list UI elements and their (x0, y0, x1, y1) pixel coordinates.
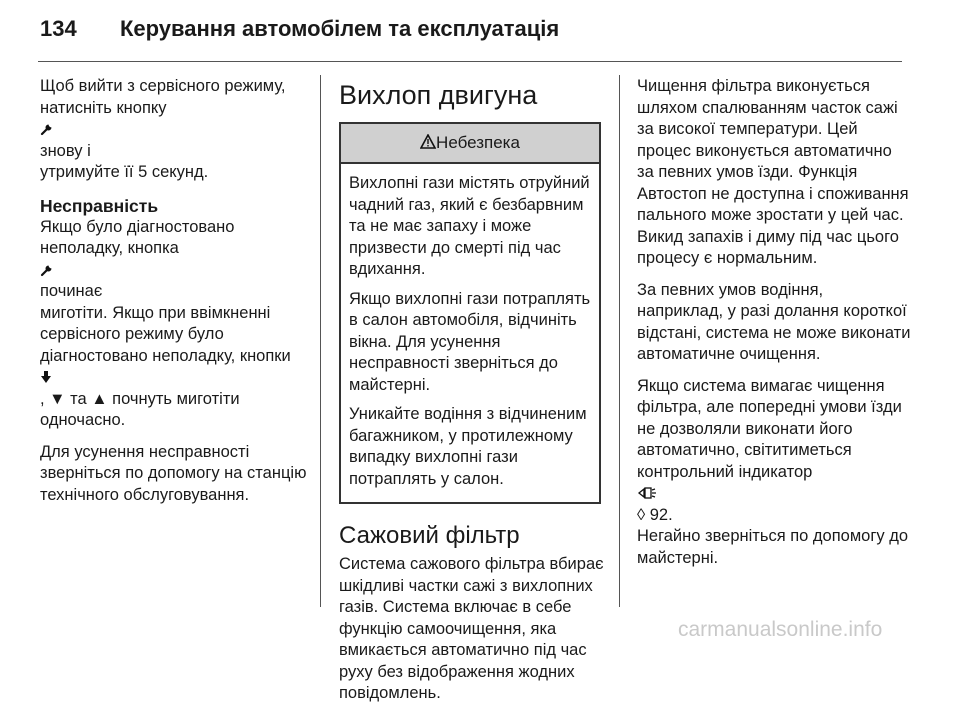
text-line: та не має запаху і може (349, 217, 532, 235)
text-line: Уникайте водіння з відчиненим (349, 405, 587, 423)
warning-body (341, 164, 599, 502)
page-title: Керування автомобілем та експлуатація (120, 16, 560, 41)
soot-filter-icon (637, 483, 907, 505)
text-line: миготіти. Якщо при ввімкненні (40, 303, 271, 322)
text-line: Викид запахів і диму під час цього (637, 227, 899, 246)
watermark: carmanualsonline.info (678, 618, 883, 641)
text-line: Чищення фільтра виконується (637, 77, 870, 95)
text-line: вікна. Для усунення (349, 332, 501, 351)
text-line: несправності зверніться до (349, 354, 558, 372)
text-line: відстані, система не може виконати (637, 323, 911, 342)
conditions-paragraph (637, 280, 911, 366)
text-line: вмикається автоматично під час (339, 641, 587, 659)
text-line: пального може зростати у цей час. (637, 206, 904, 224)
indicator-paragraph (637, 376, 907, 570)
warning-paragraph (349, 173, 591, 281)
text-line: Негайно зверніться по допомогу до (637, 527, 909, 545)
text-line: майстерні. (637, 548, 719, 567)
text-line: Якщо було діагностовано (40, 217, 235, 236)
text-line: технічного обслуговування. (40, 485, 250, 504)
text-line: автоматично, світитиметься (637, 441, 852, 459)
warning-triangle-icon (420, 124, 436, 162)
text-line: багажником, у протилежному (349, 426, 573, 445)
text-line: фільтра, але попередні умови їзди (637, 398, 902, 416)
text-line: чадний газ, який є безбарвним (349, 195, 584, 214)
page-number: 134 (40, 16, 77, 41)
text-line: одночасно. (40, 411, 126, 429)
text-line: функцію самоочищення, яка (339, 619, 557, 638)
warning-paragraph (349, 404, 591, 490)
column-divider-left (320, 75, 321, 607)
filter-paragraph (339, 554, 604, 705)
arrow-down-icon (40, 367, 310, 389)
text-line: Для усунення несправності (40, 442, 250, 461)
fault-paragraph (40, 217, 310, 432)
text-line: сервісного режиму було (40, 325, 224, 343)
soot-filter-heading: Сажовий фільтр (339, 522, 520, 549)
text-line: Якщо вихлопні гази потраплять (349, 289, 591, 308)
warning-title-bar (341, 124, 599, 164)
text-line: майстерні. (349, 375, 431, 394)
warning-title: Небезпека (436, 133, 520, 152)
text-line: за високої температури. Цей (637, 120, 858, 138)
text-line-with-icon: контрольний індикатор ◊ 92. (637, 462, 907, 527)
text-line: шляхом спалюванням часток сажі (637, 98, 898, 117)
text-line: потраплять у салон. (349, 469, 504, 488)
text-line: утримуйте її 5 секунд. (40, 163, 209, 181)
text-line: Щоб вийти з сервісного режиму, (40, 77, 286, 95)
header-rule (38, 61, 902, 62)
text-line: Якщо система вимагає чищення (637, 376, 885, 395)
text-line: діагностовано неполадку, кнопки (40, 346, 291, 365)
text-line: зверніться по допомогу на станцію (40, 464, 307, 482)
text-line: вдихання. (349, 260, 426, 278)
column-middle (339, 76, 604, 715)
column-left (40, 76, 310, 516)
text-line: не дозволяли виконати його (637, 419, 853, 438)
text-line-with-icon: , ▼ та ▲ почнуть миготіти (40, 367, 310, 410)
text-line: випадку вихлопні гази (349, 448, 518, 466)
text-line: Вихлопні гази містять отруйний (349, 174, 590, 192)
wrench-icon (40, 119, 310, 141)
wrench-icon (40, 260, 310, 282)
text-line: автоматичне очищення. (637, 345, 821, 363)
text-line: газів. Система включає в себе (339, 598, 572, 616)
fault-heading: Несправність (40, 195, 159, 216)
text-line: Система сажового фільтра вбирає (339, 555, 604, 573)
exhaust-heading: Вихлоп двигуна (339, 80, 538, 110)
cleaning-paragraph (637, 76, 907, 270)
text-line: процес виконується автоматично (637, 141, 892, 160)
warning-box (339, 122, 601, 504)
warning-paragraph (349, 289, 591, 397)
text-line-with-icon: натисніть кнопку знову і (40, 98, 310, 163)
text-line: за певних умов їзди. Функція (637, 163, 858, 181)
text-line-with-icon: неполадку, кнопка починає (40, 238, 310, 303)
text-line: процесу є нормальним. (637, 249, 818, 267)
text-line: руху без відображення жодних (339, 662, 575, 681)
page-header (0, 0, 960, 60)
text-line: призвести до смерті під час (349, 238, 561, 257)
text-line: За певних умов водіння, (637, 280, 824, 299)
text-line: в салон автомобіля, відчиніть (349, 311, 577, 329)
text-line: повідомлень. (339, 684, 441, 702)
text-line: наприклад, у разі долання короткої (637, 302, 907, 320)
text-line: Автостоп не доступна і споживання (637, 184, 909, 203)
column-divider-right (619, 75, 620, 607)
intro-paragraph (40, 76, 310, 184)
repair-paragraph (40, 442, 310, 507)
text-line: шкідливі частки сажі з вихлопних (339, 576, 593, 595)
column-right (637, 76, 911, 579)
